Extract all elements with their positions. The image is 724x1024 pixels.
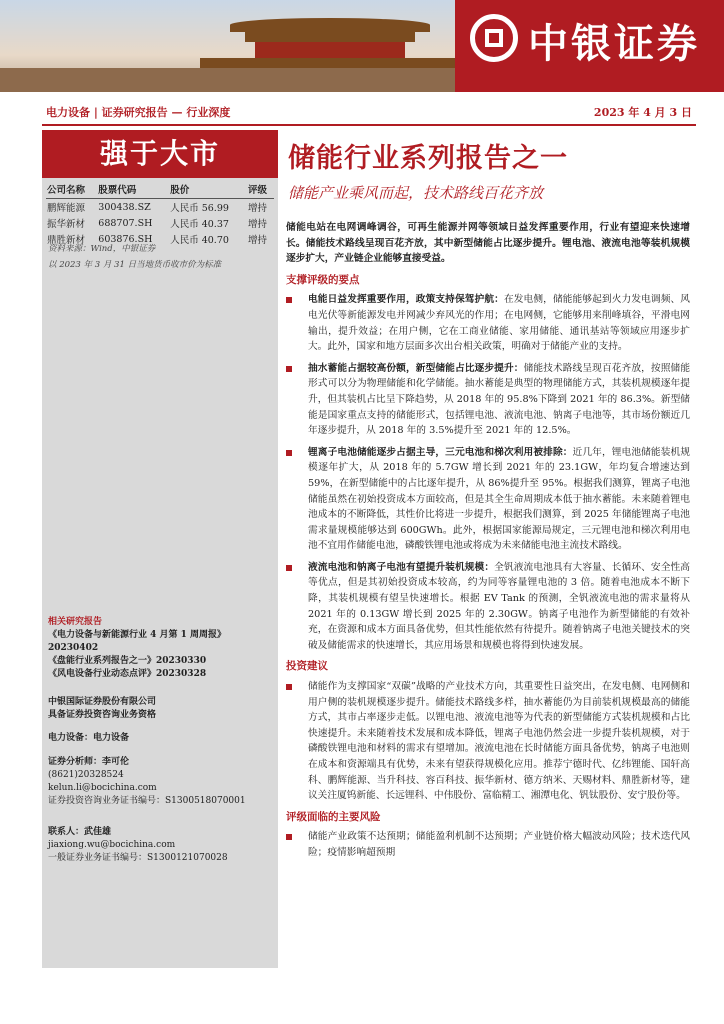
stock-code: 688707.SH xyxy=(98,217,153,229)
palace-roof-eave xyxy=(245,32,415,42)
section-heading: 支撑评级的要点 xyxy=(286,273,360,286)
section-heading: 评级面临的主要风险 xyxy=(286,810,381,823)
bullet-square-icon xyxy=(286,834,292,840)
bullet-square-icon xyxy=(286,684,292,690)
org-block xyxy=(48,696,274,722)
bullet-text: 储能作为支撑国家“双碳”战略的产业技术方向，其重要性日益突出，在发电侧、电网侧和用户侧的装机规模逐步提升。储能技术路线多样，抽水蓄能仍为目前装机规模最高的储能方式，其市占率逐步走低。以锂电池、液流电池等为代表的新型储能方式装机规模和占比快速提升。未来随着技术发展和成本降低，锂离子电池仍然会进一步提升装机规模，对于磷酸铁锂电池和材料的需求有望增加。液流电池在长时储能方面具备优势，钠离子电池则在成本和资源端具有优势，未来有望获得规模化应用。推荐宁德时代、亿纬锂能、国轩高科、鹏辉能源、当升科技、容百科技、振华新材、德方纳米、天赐材料、鼎胜新材等，建议关注厦钨新能、长远锂科、中伟股份、富临精工、湘潭电化、钒钛股份、安宁股份等。 xyxy=(308,681,690,802)
bullet-text: 储能技术路线呈现百花齐放，按照储能形式可以分为物理储能和化学储能。抽水蓄能是典型的物理储能方式，其装机规模逐年提升，但其装机占比呈下降趋势，从 2018 年的 95.8%下降到 2021 年的 86.3%。新型储能是国家重点支持的储能形式，包括锂电池、液流电池、钠离子电池等，其市场份额近几年逐步提升，从 2018 年的 3.5%提升至 2021 年的 12.5%。 xyxy=(308,362,691,437)
company-name: 鹏辉能源 xyxy=(47,203,86,214)
contact-block xyxy=(48,826,274,865)
bullet-square-icon xyxy=(286,565,292,571)
related-head: 相关研究报告 xyxy=(48,617,103,627)
bullet-square-icon xyxy=(286,297,292,303)
lead-paragraph: 储能电站在电网调峰调谷，可再生能源并网等领域日益发挥重要作用，行业有望迎来快速增长。储能技术路线呈现百花齐放，其中新型储能占比逐步提升。锂电池、液流电池等装机规模逐步扩大，产业链企业能够直接受益。 xyxy=(286,222,690,265)
main-content xyxy=(286,220,690,867)
analyst-email[interactable]: kelun.li@bocichina.com xyxy=(48,783,157,793)
table-row xyxy=(46,215,274,231)
palace-roof-top xyxy=(230,18,430,32)
table-source: 资料来源：Wind，中银证券 xyxy=(48,244,156,254)
page-subtitle: 储能产业乘风而起，技术路线百花齐放 xyxy=(288,184,544,202)
stock-price: 人民币 40.37 xyxy=(170,219,229,230)
sidebar xyxy=(42,130,278,968)
list-item xyxy=(286,445,690,554)
stock-rating: 增持 xyxy=(248,203,268,214)
header-banner xyxy=(0,0,724,92)
company-name: 振华新材 xyxy=(47,219,86,230)
palace-lower-roof xyxy=(200,58,460,68)
stock-price: 人民币 56.99 xyxy=(170,203,229,214)
stock-code: 603876.SH xyxy=(98,233,153,245)
bullet-lead: 抽水蓄能占据较高份额，新型储能占比逐步提升： xyxy=(308,362,524,374)
bullet-lead: 电能日益发挥重要作用，政策支持保驾护航： xyxy=(308,294,504,306)
analyst-block xyxy=(48,756,274,808)
bullet-text: 储能产业政策不达预期；储能盈利机制不达预期；产业链价格大幅波动风险；技术迭代风险；疫情影响超预期 xyxy=(308,831,690,858)
contact-email[interactable]: jiaxiong.wu@bocichina.com xyxy=(48,840,176,850)
bullet-square-icon xyxy=(286,450,292,456)
sector-label xyxy=(48,732,274,745)
palace-terrace xyxy=(0,68,455,92)
stock-rating: 增持 xyxy=(248,235,268,246)
org-qualification: 具备证券投资咨询业务资格 xyxy=(48,710,157,720)
col-header-rating: 评级 xyxy=(247,180,274,199)
org-name: 中银国际证券股份有限公司 xyxy=(48,697,157,707)
list-item xyxy=(286,560,690,654)
related-item[interactable]: 《电力设备与新能源行业 4 月第 1 周周报》 xyxy=(48,630,227,640)
related-item[interactable]: 《盘能行业系列报告之一》20230330 xyxy=(48,656,207,666)
related-item[interactable]: 《风电设备行业动态点评》20230328 xyxy=(48,669,207,679)
stock-rating: 增持 xyxy=(248,219,268,230)
bullet-lead: 液流电池和钠离子电池有望提升装机规模： xyxy=(308,561,495,573)
page-title: 储能行业系列报告之一 xyxy=(288,143,568,174)
report-category: 电力设备 | 证券研究报告 — 行业深度 xyxy=(46,106,231,119)
table-row xyxy=(46,199,274,216)
company-name: 鼎胜新材 xyxy=(47,235,86,246)
bullet-text: 近几年，锂电池储能装机规模逐年扩大，从 2018 年的 5.7GW 增长到 2021 年的 23.1GW，年均复合增速达到 59%，在新型储能中的占比逐年提升，从 86%提升至 95%。根据我们测算，锂离子电池储能虽然在初始投资成本方面较高，但是其全生命周期成本低于抽水蓄能。未来随着锂电池成本的不断降低，其性价比将进一步提升，根据我们测算，到 2025 年储能锂离子电池需求量规模能够达到 600GWh。此外，根据国家能源局规定，三元锂电池和梯次利用电池不宜用作储能电池，磷酸铁锂电池或将成为未来储能电池主流技术路线。 xyxy=(308,446,691,552)
rating-badge: 强于大市 xyxy=(42,130,278,178)
stock-code: 300438.SZ xyxy=(98,201,151,213)
stock-price: 人民币 40.70 xyxy=(170,235,229,246)
bullet-text: 全钒液流电池具有大容量、长循环、安全性高等优点，但是其初始投资成本较高，约为同等容量锂电池的 3 倍。随着电池成本不断下降，其装机规模有望呈快速增长。根据 EV Tank 的预测，全钒液流电池的需求量将从 2021 年的 0.13GW 增长到 2025 年的 2.30GW。钠离子电池作为新型储能的有效补充，在资源和成本方面具备优势，但其性能依然有待提升。随着钠离子电池关键技术的突破及储能需求的快速增长，其应用场景和规模也将得到快速发展。 xyxy=(308,561,690,651)
boc-logo-icon xyxy=(470,14,518,62)
report-date: 2023 年 4 月 3 日 xyxy=(593,106,692,119)
col-header-code: 股票代码 xyxy=(97,180,169,199)
meta-bar xyxy=(42,100,696,126)
list-item xyxy=(286,292,690,354)
list-item xyxy=(286,829,690,860)
contact-name: 联系人：武佳雄 xyxy=(48,827,112,837)
palace-wall xyxy=(255,42,405,58)
sector: 电力设备：电力设备 xyxy=(48,733,130,743)
contact-cert: 一般证券业务证书编号：S1300121070028 xyxy=(48,853,228,863)
bullet-lead: 锂离子电池储能逐步占据主导，三元电池和梯次利用被排除： xyxy=(308,446,573,458)
col-header-company: 公司名称 xyxy=(46,180,97,199)
bullet-text: 在发电侧，储能能够起到火力发电调频、风电光伏等新能源发电并网减少弃风光的作用；在电网侧，它能够用来削峰填谷，平滑电网输出，提升效益；在用户侧，它在工商业储能、家用储能、通讯基站等领域应用逐步扩大。此外，国家和地方层面多次出台相关政策，明确对于储能产业的支持。 xyxy=(308,294,690,353)
price-note: 以 2023 年 3 月 31 日当地货币收市价为标准 xyxy=(48,260,222,270)
bullet-square-icon xyxy=(286,366,292,372)
analyst-phone: (8621)20328524 xyxy=(48,770,124,780)
section-heading: 投资建议 xyxy=(286,660,328,673)
stock-table xyxy=(46,180,274,247)
list-item xyxy=(286,679,690,804)
analyst-cert: 证券投资咨询业务证书编号：S1300518070001 xyxy=(48,796,246,806)
related-item-date: 20230402 xyxy=(48,643,99,653)
list-item xyxy=(286,361,690,439)
related-reports xyxy=(48,616,274,681)
brand-name: 中银证券 xyxy=(528,21,700,67)
col-header-price: 股价 xyxy=(169,180,247,199)
analyst-name: 证券分析师：李可伦 xyxy=(48,757,130,767)
